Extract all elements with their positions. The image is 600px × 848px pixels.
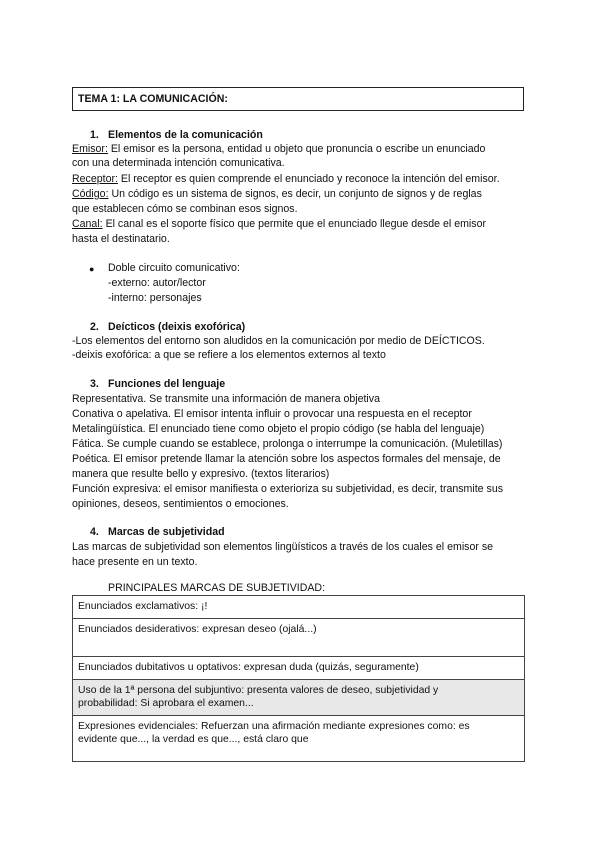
table-caption: PRINCIPALES MARCAS DE SUBJETIVIDAD: bbox=[108, 582, 326, 594]
page-title: TEMA 1: LA COMUNICACIÓN: bbox=[72, 87, 524, 111]
codigo-line-2: que establecen cómo se combinan esos signos. bbox=[72, 203, 298, 215]
canal-label: Canal: bbox=[72, 218, 103, 230]
receptor-line bbox=[72, 172, 500, 186]
table-cell-line: Enunciados exclamativos: ¡! bbox=[78, 601, 208, 612]
function-line: Función expresiva: el emisor manifiesta o exterioriza su subjetividad, es decir, transmite sus bbox=[72, 483, 504, 495]
receptor-label: Receptor: bbox=[72, 173, 118, 185]
section-2-heading-text: Deícticos (deixis exofórica) bbox=[108, 321, 246, 333]
emisor-line-2: con una determinada intención comunicativa. bbox=[72, 157, 285, 169]
section-1-heading-text: Elementos de la comunicación bbox=[108, 129, 263, 141]
canal-line-2: hasta el destinatario. bbox=[72, 233, 170, 245]
table-cell bbox=[73, 716, 525, 762]
table-cell-line: Uso de la 1ª persona del subjuntivo: presenta valores de deseo, subjetividad y bbox=[78, 685, 439, 696]
table-cell-line: probabilidad: Si aprobara el examen... bbox=[78, 698, 254, 709]
canal-text-1: El canal es el soporte físico que permite que el enunciado llegue desde el emisor bbox=[102, 218, 486, 230]
bullet-line-externo: -externo: autor/lector bbox=[108, 277, 206, 289]
subjectivity-marks-table bbox=[72, 595, 525, 762]
table-cell bbox=[73, 680, 525, 716]
section-4-heading-text: Marcas de subjetividad bbox=[108, 526, 225, 538]
emisor-label: Emisor: bbox=[72, 143, 108, 155]
table-cell-line: Enunciados desiderativos: expresan deseo (ojalá...) bbox=[78, 624, 317, 635]
bullet-icon: ● bbox=[89, 264, 95, 274]
table-cell bbox=[73, 657, 525, 680]
table-row bbox=[73, 657, 525, 680]
function-line: Representativa. Se transmite una información de manera objetiva bbox=[72, 393, 380, 405]
section-2-heading bbox=[90, 320, 245, 334]
canal-line-1 bbox=[72, 217, 486, 231]
bullet-line-interno: -interno: personajes bbox=[108, 292, 202, 304]
emisor-line-1 bbox=[72, 142, 485, 156]
function-line: Metalingüística. El enunciado tiene como objeto el propio código (se habla del lenguaje) bbox=[72, 423, 485, 435]
receptor-text: El receptor es quien comprende el enunciado y reconoce la intención del emisor. bbox=[117, 173, 500, 185]
section-4-number: 4. bbox=[90, 526, 99, 538]
subjetividad-line-1: Las marcas de subjetividad son elementos lingüísticos a través de los cuales el emisor se bbox=[72, 541, 494, 553]
table-cell bbox=[73, 596, 525, 619]
table-row bbox=[73, 716, 525, 762]
codigo-text-1: Un código es un sistema de signos, es decir, un conjunto de signos y de reglas bbox=[108, 188, 482, 200]
section-4-heading bbox=[90, 525, 225, 539]
section-1-number: 1. bbox=[90, 129, 99, 141]
deicticos-line-2: -deixis exofórica: a que se refiere a los elementos externos al texto bbox=[72, 349, 386, 361]
table-cell-line: Expresiones evidenciales: Refuerzan una afirmación mediante expresiones como: es bbox=[78, 721, 470, 732]
codigo-label: Código: bbox=[72, 188, 109, 200]
function-line: opiniones, deseos, sentimientos o emociones. bbox=[72, 498, 289, 510]
section-2-number: 2. bbox=[90, 321, 99, 333]
table-cell-line: evidente que..., la verdad es que..., está claro que bbox=[78, 734, 309, 745]
table-row bbox=[73, 596, 525, 619]
deicticos-line-1: -Los elementos del entorno son aludidos en la comunicación por medio de DEÍCTICOS. bbox=[72, 335, 485, 347]
section-3-heading bbox=[90, 377, 225, 391]
table-cell bbox=[73, 619, 525, 657]
section-1-heading bbox=[90, 128, 263, 142]
table-row bbox=[73, 619, 525, 657]
section-3-heading-text: Funciones del lenguaje bbox=[108, 378, 226, 390]
function-line: manera que resulte bello y expresivo. (textos literarios) bbox=[72, 468, 330, 480]
subjetividad-line-2: hace presente en un texto. bbox=[72, 556, 198, 568]
bullet-title: Doble circuito comunicativo: bbox=[108, 262, 240, 274]
function-line: Fática. Se cumple cuando se establece, prolonga o interrumpe la comunicación. (Muletillas) bbox=[72, 438, 503, 450]
codigo-line-1 bbox=[72, 187, 482, 201]
function-line: Poética. El emisor pretende llamar la atención sobre los aspectos formales del mensaje, de bbox=[72, 453, 501, 465]
table-row bbox=[73, 680, 525, 716]
section-3-number: 3. bbox=[90, 378, 99, 390]
table-cell-line: Enunciados dubitativos u optativos: expresan duda (quizás, seguramente) bbox=[78, 662, 419, 673]
emisor-text-1: El emisor es la persona, entidad u objeto que pronuncia o escribe un enunciado bbox=[107, 143, 486, 155]
function-line: Conativa o apelativa. El emisor intenta influir o provocar una respuesta en el receptor bbox=[72, 408, 472, 420]
